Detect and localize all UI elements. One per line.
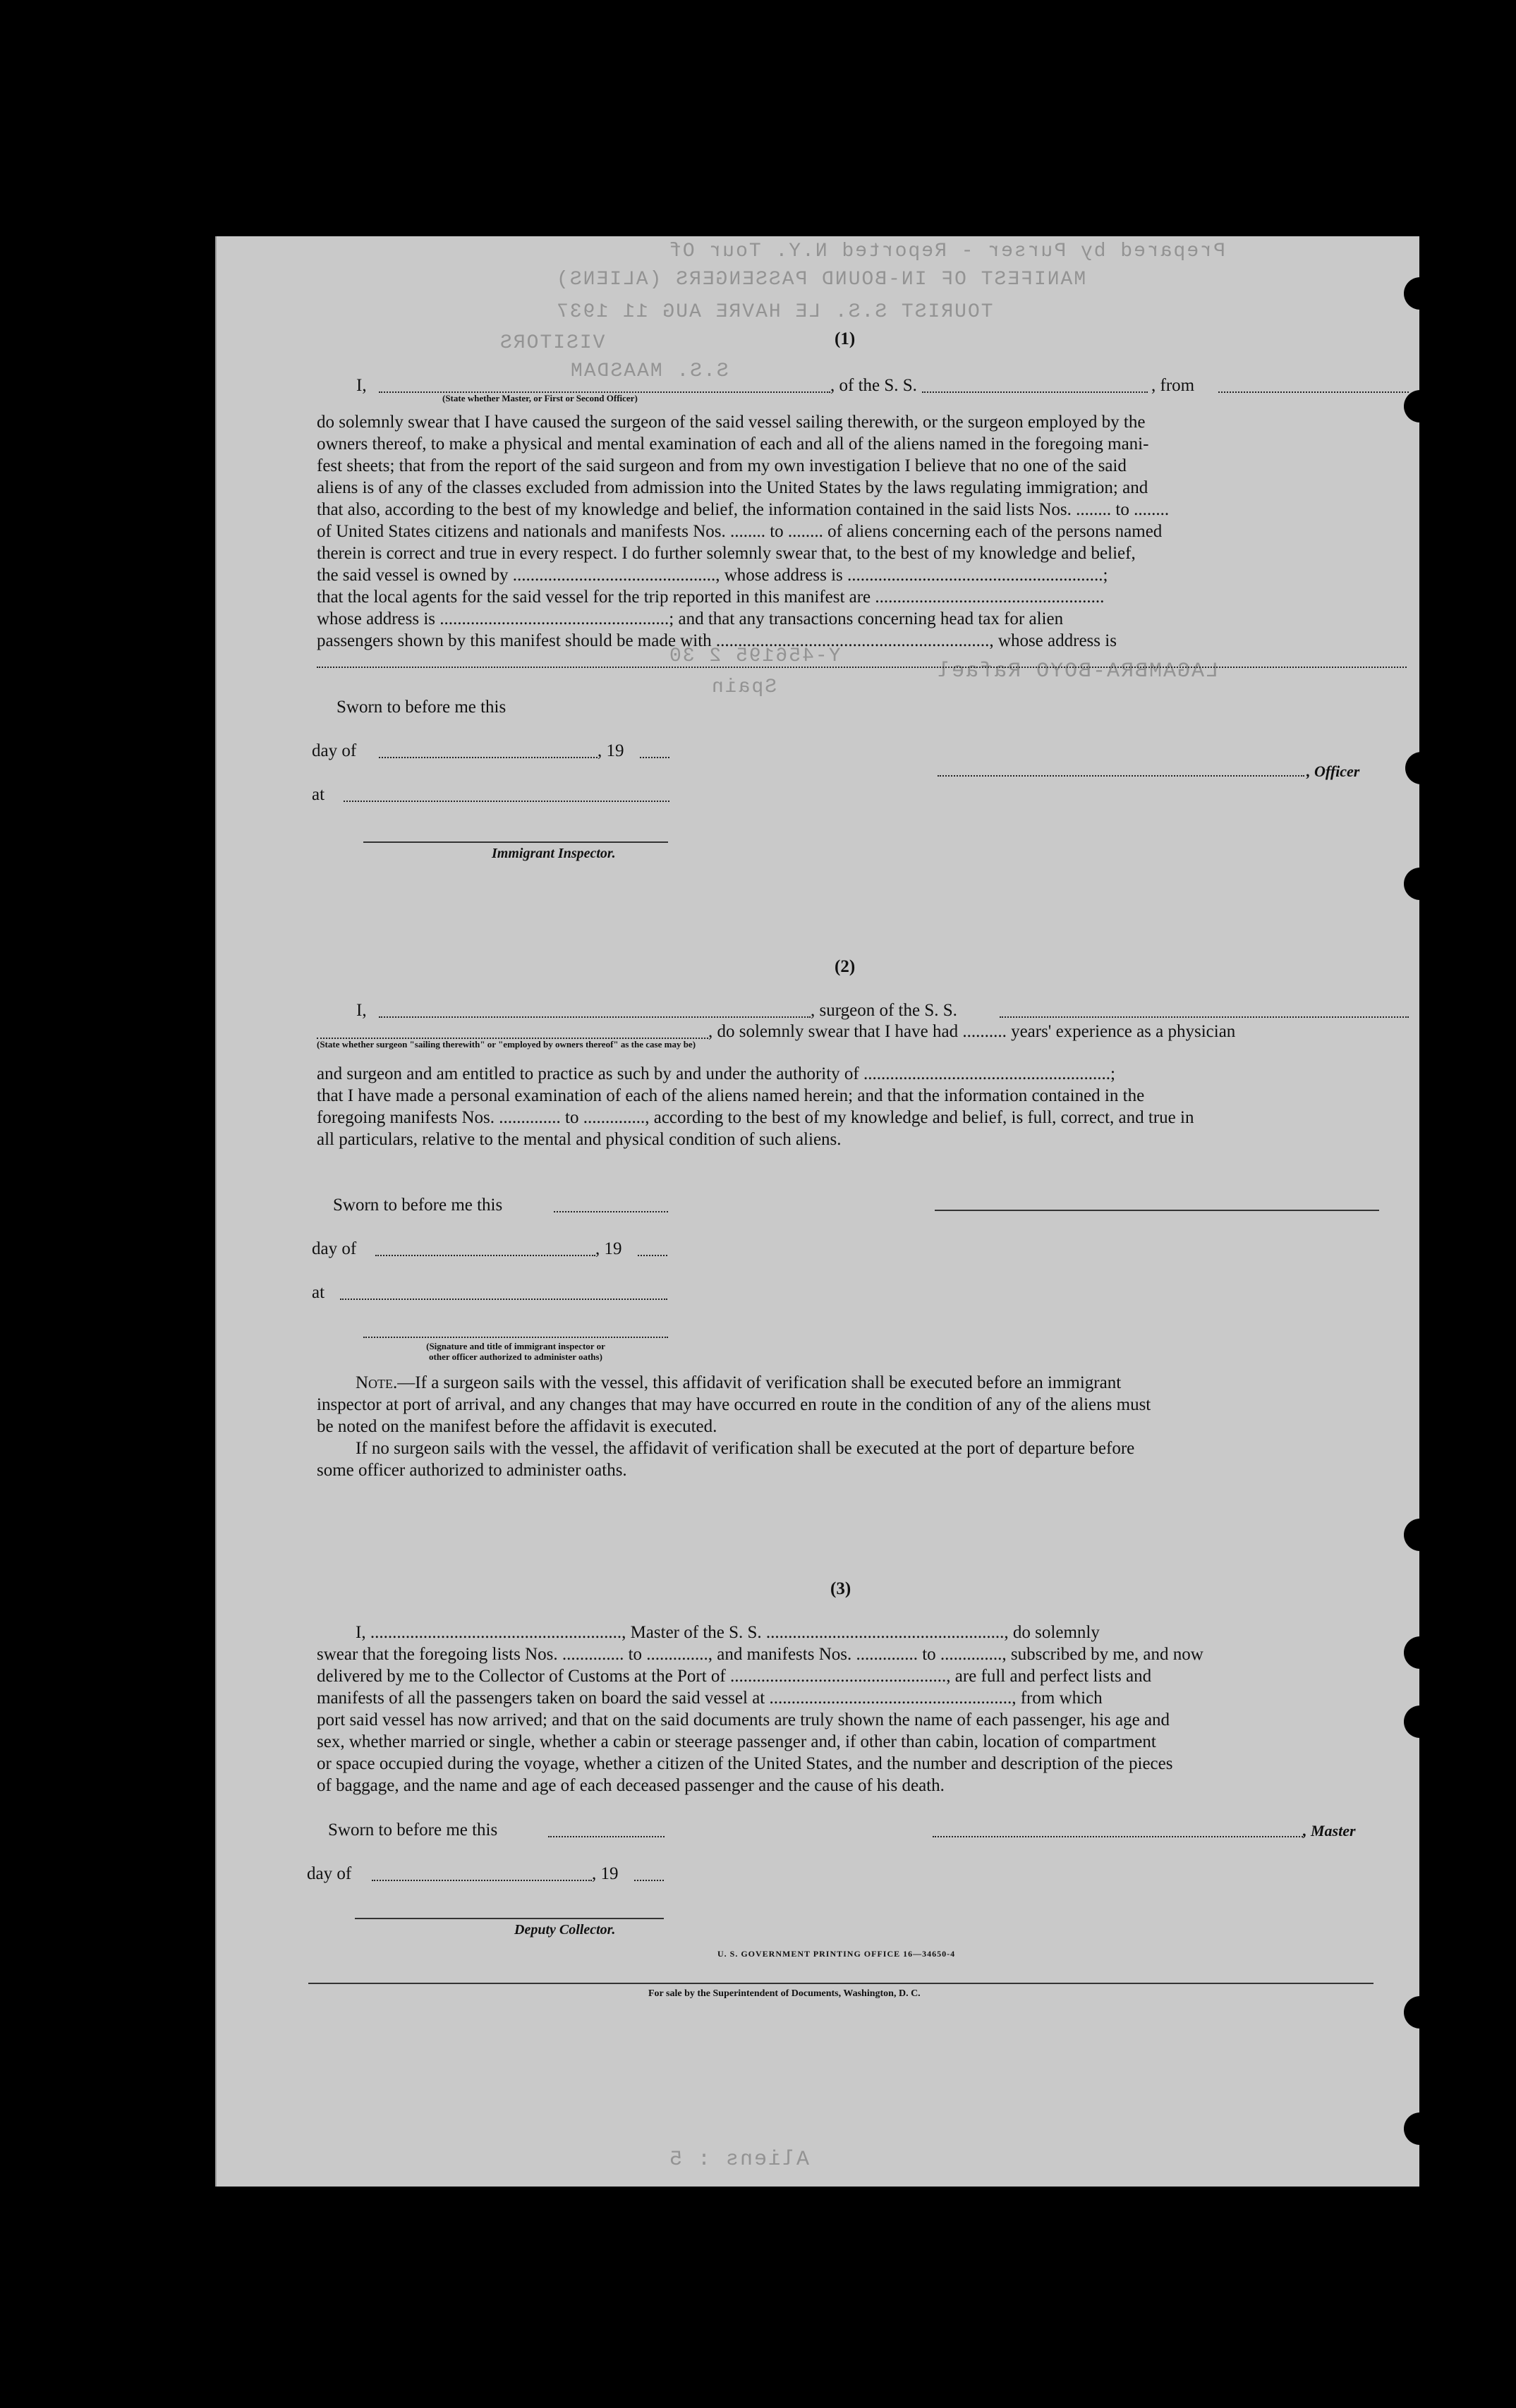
- s2-note: [317, 1372, 1407, 1481]
- s1-caption: (State whether Master, or First or Second Officer): [442, 393, 638, 403]
- s2-paragraph: [317, 1063, 1407, 1150]
- s2-caption: (State whether surgeon "sailing therewith" or "employed by owners thereof" as the case may be): [317, 1039, 696, 1050]
- s1-sworn-label: Sworn to before me this: [336, 698, 507, 717]
- bleed-through-row: TOURIST S.S. LE HAVRE AUG 11 1937: [555, 301, 993, 323]
- s2-vessel-field[interactable]: [1000, 1016, 1409, 1018]
- s3-year-field[interactable]: [634, 1880, 664, 1881]
- note-line: If no surgeon sails with the vessel, the affidavit of verification shall be executed at the port of departure before: [356, 1439, 1135, 1458]
- s3-day-label: day of: [307, 1864, 352, 1883]
- document-page: [215, 236, 1419, 2187]
- s3-sworn-label: Sworn to before me this: [328, 1820, 498, 1840]
- note-label: Note.: [356, 1373, 398, 1392]
- s1-para-line: fest sheets; that from the report of the said surgeon and from my own investigation I believe that no one of the said: [317, 456, 1127, 475]
- s2-para-line: all particulars, relative to the mental and physical condition of such aliens.: [317, 1130, 842, 1149]
- s1-para-line: owners thereof, to make a physical and mental examination of each and all of the aliens named in the foregoing mani-: [317, 434, 1149, 454]
- s1-para-line: do solemnly swear that I have caused the surgeon of the said vessel sailing therewith, or the surgeon employed by the: [317, 413, 1146, 432]
- s2-sig-caption-line: other officer authorized to administer oaths): [429, 1351, 602, 1362]
- s1-officer-label: , Officer: [1306, 762, 1360, 780]
- s3-para-line: sex, whether married or single, whether a cabin or steerage passenger and, if other than cabin, location of compartment: [317, 1732, 1156, 1751]
- punch-hole: [1404, 390, 1436, 422]
- s3-master-label: , Master: [1303, 1822, 1356, 1840]
- bleed-through-row: Prepared by Purser - Reported N.Y. Tour Of: [668, 241, 1225, 262]
- s1-para-line: therein is correct and true in every respect. I do further solemnly swear that, to the best of my knowledge and belief,: [317, 544, 1136, 563]
- s1-at-label: at: [312, 785, 325, 804]
- s2-inspector-signature-field[interactable]: [363, 1337, 668, 1338]
- printing-office-line: U. S. GOVERNMENT PRINTING OFFICE 16—34650-4: [717, 1949, 956, 1959]
- bleed-through-code: Y-456195 2 30: [668, 645, 841, 667]
- s1-para-line: passengers shown by this manifest should be made with .............................................................., whose address is: [317, 631, 1117, 650]
- s1-from-field[interactable]: [1218, 391, 1409, 393]
- footer-rule: [308, 1983, 1374, 1984]
- s2-day-field[interactable]: [375, 1255, 595, 1256]
- s1-paragraph: [317, 411, 1407, 652]
- s3-day-field[interactable]: [372, 1880, 592, 1881]
- s2-surgeon-name-field[interactable]: [379, 1016, 811, 1018]
- s3-deputy-label: Deputy Collector.: [514, 1922, 616, 1938]
- s1-day-field[interactable]: [379, 757, 598, 758]
- s2-para-line: that I have made a personal examination of each of the aliens named herein; and that the information contained in the: [317, 1086, 1145, 1105]
- s3-master-signature-field[interactable]: [933, 1836, 1303, 1837]
- note-line: some officer authorized to administer oaths.: [317, 1461, 627, 1480]
- s2-para-line: foregoing manifests Nos. .............. to .............., according to the best of my knowledge and belief, is full, correct, and true in: [317, 1108, 1194, 1127]
- s2-year-label: , 19: [595, 1239, 622, 1258]
- s1-year-label: , 19: [598, 741, 624, 760]
- s2-i-label: I,: [356, 1001, 367, 1020]
- s2-line2: , do solemnly swear that I have had .......... years' experience as a physician: [708, 1022, 1236, 1041]
- punch-hole: [1404, 1996, 1436, 2029]
- note-line: be noted on the manifest before the affidavit is executed.: [317, 1417, 717, 1436]
- bleed-through-row: S.S. MAASDAM: [569, 360, 729, 382]
- note-line: inspector at port of arrival, and any changes that may have occurred en route in the condition of any of the aliens must: [317, 1395, 1151, 1414]
- s3-para-line: manifests of all the passengers taken on board the said vessel at ......................................................., from which: [317, 1689, 1103, 1708]
- s1-year-field[interactable]: [640, 757, 669, 758]
- s1-para-line: that also, according to the best of my knowledge and belief, the information contained in the said lists Nos. ........ to ........: [317, 500, 1170, 519]
- bleed-through-name: LAGAMBRA-BOYO Rafael: [936, 659, 1219, 683]
- s2-surgeon-signature-line[interactable]: [935, 1210, 1379, 1211]
- s1-inspector-label: Immigrant Inspector.: [492, 846, 616, 861]
- s3-para-line: I, ........................................................., Master of the S. S. ......................................................, do solemnly: [356, 1623, 1100, 1642]
- s1-para-line: whose address is ....................................................; and that any transactions concerning head tax for alien: [317, 609, 1064, 628]
- s2-sworn-label: Sworn to before me this: [333, 1196, 503, 1215]
- punch-hole: [1404, 2112, 1436, 2145]
- s2-at-field[interactable]: [340, 1299, 667, 1300]
- section-2-number: (2): [835, 957, 856, 976]
- s3-para-line: of baggage, and the name and age of each deceased passenger and the cause of his death.: [317, 1776, 945, 1795]
- s1-para-line: that the local agents for the said vessel for the trip reported in this manifest are ....................................................: [317, 588, 1105, 607]
- punch-hole: [1404, 1519, 1436, 1551]
- s2-signature-caption: [363, 1341, 668, 1362]
- s3-para-line: port said vessel has now arrived; and that on the said documents are truly shown the name of each passenger, his age and: [317, 1710, 1170, 1729]
- s2-surgeon-label: , surgeon of the S. S.: [811, 1001, 957, 1020]
- punch-hole: [1405, 752, 1438, 784]
- section-1-number: (1): [835, 329, 856, 348]
- note-line: —If a surgeon sails with the vessel, this affidavit of verification shall be executed before an immigrant: [397, 1373, 1122, 1392]
- section-3-number: (3): [830, 1579, 851, 1598]
- s3-para-line: delivered by me to the Collector of Customs at the Port of ................................................., are full and perfect lists and: [317, 1667, 1152, 1686]
- bleed-through-bottom: Aliens : 5: [668, 2148, 810, 2172]
- s1-para-line: aliens is of any of the classes excluded from admission into the United States by the laws regulating immigration; and: [317, 478, 1148, 497]
- punch-hole: [1404, 1636, 1436, 1669]
- s2-year-field[interactable]: [638, 1255, 667, 1256]
- s1-inspector-signature-line[interactable]: [363, 841, 668, 843]
- s3-para-line: swear that the foregoing lists Nos. .............. to .............., and manifests Nos. .............. to .............., subscribed by me, and now: [317, 1645, 1203, 1664]
- s1-para-line: the said vessel is owned by .............................................., whose address is ..........................................................;: [317, 566, 1108, 585]
- s1-of-ss-label: , of the S. S.: [830, 376, 917, 395]
- s3-deputy-signature-line[interactable]: [355, 1918, 664, 1919]
- s2-sworn-field[interactable]: [554, 1211, 668, 1212]
- s1-address-field[interactable]: [317, 667, 1407, 668]
- s1-para-line: of United States citizens and nationals and manifests Nos. ........ to ........ of aliens concerning each of the persons named: [317, 522, 1163, 541]
- s1-from-label: , from: [1151, 376, 1195, 395]
- s2-sig-caption-line: (Signature and title of immigrant inspector or: [426, 1341, 605, 1351]
- s3-sworn-field[interactable]: [548, 1836, 665, 1837]
- for-sale-line: For sale by the Superintendent of Documents, Washington, D. C.: [648, 1988, 921, 1999]
- s3-year-label: , 19: [592, 1864, 619, 1883]
- s2-at-label: at: [312, 1283, 325, 1302]
- punch-hole: [1424, 667, 1456, 700]
- s1-day-label: day of: [312, 741, 357, 760]
- punch-hole: [1404, 868, 1436, 900]
- s1-at-field[interactable]: [344, 801, 669, 802]
- s1-officer-signature-field[interactable]: [938, 775, 1304, 777]
- bleed-through-row: MANIFEST OF IN-BOUND PASSENGERS (ALIENS): [555, 269, 1086, 291]
- s3-paragraph: [317, 1622, 1407, 1796]
- s2-para-line: and surgeon and am entitled to practice as such by and under the authority of ........................................................;: [317, 1064, 1115, 1083]
- s2-day-label: day of: [312, 1239, 357, 1258]
- s1-vessel-field[interactable]: [922, 391, 1148, 393]
- s3-para-line: or space occupied during the voyage, whether a citizen of the United States, and the number and description of the pieces: [317, 1754, 1173, 1773]
- punch-hole: [1404, 1705, 1436, 1738]
- s1-i-label: I,: [356, 376, 367, 395]
- bleed-through-row: VISITORS: [499, 332, 605, 354]
- bleed-through-country: Spain: [710, 676, 777, 698]
- punch-hole: [1404, 277, 1436, 310]
